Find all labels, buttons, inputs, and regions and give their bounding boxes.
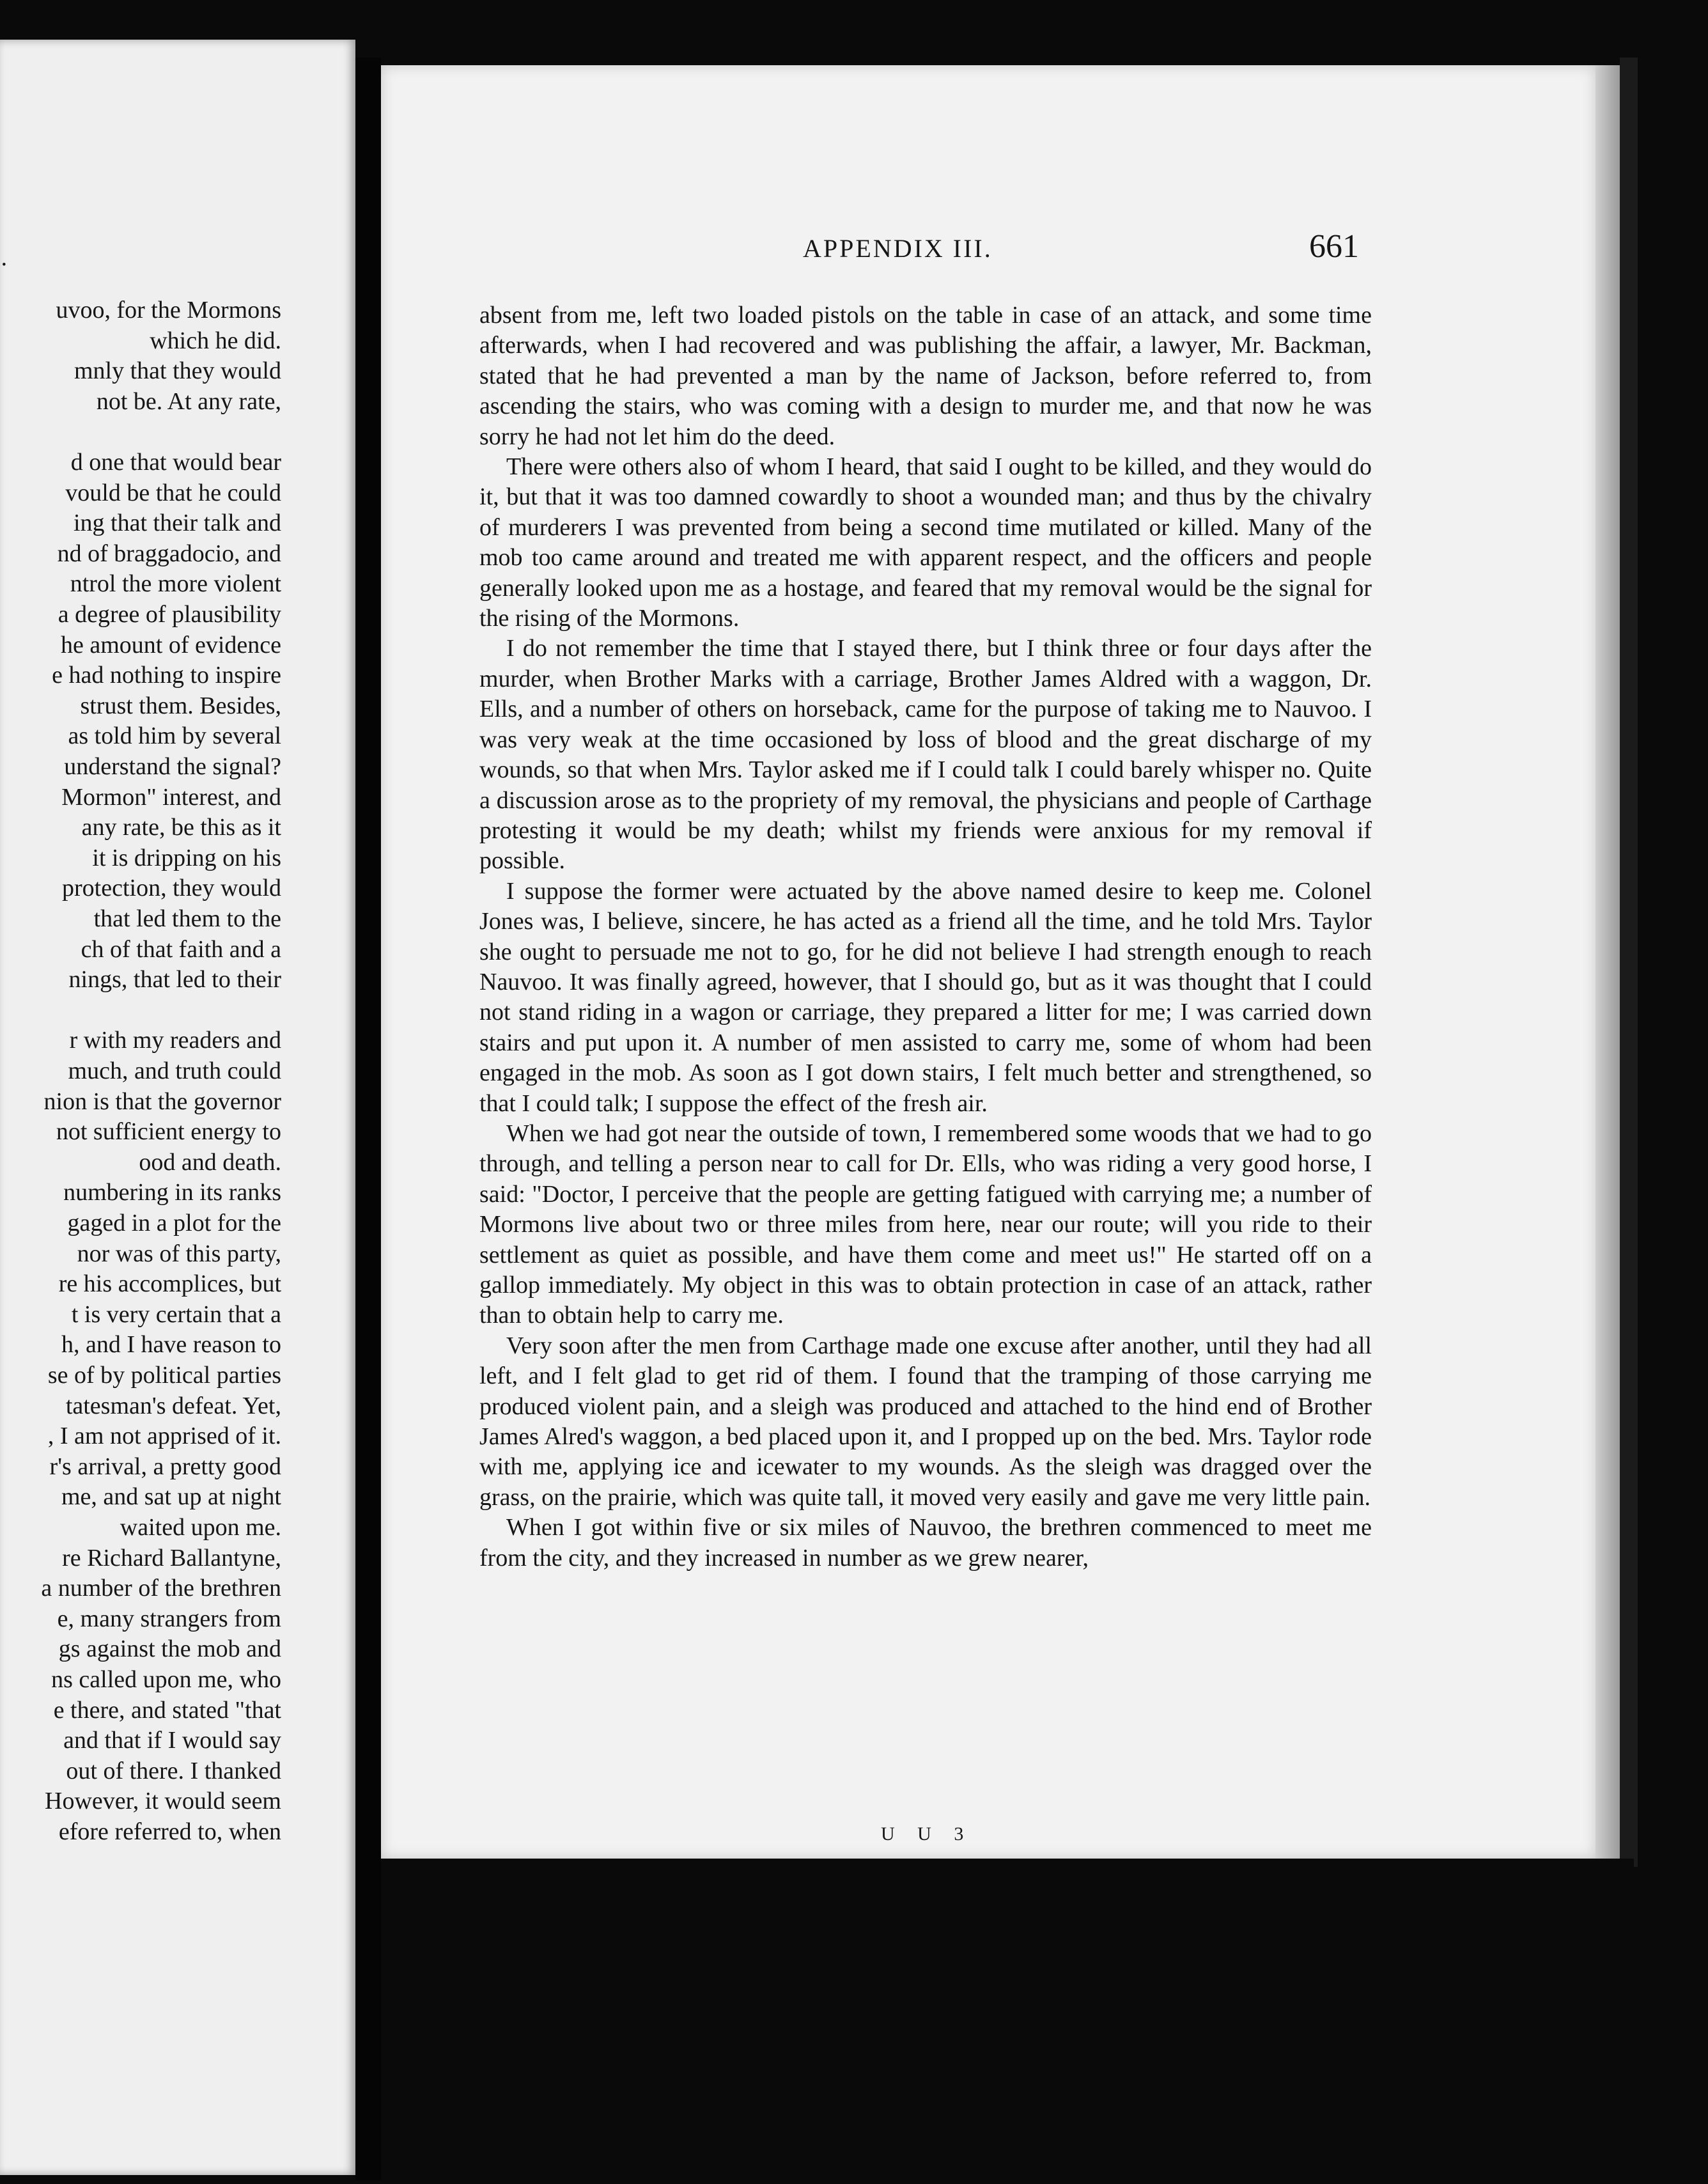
paragraph-4: I suppose the former were actuated by the above named desire to keep me. Colonel Jones was, I believe, sincere, he has acted as a friend all the time, and he told Mrs. Taylor she ought to persuade me not to go, for he did not believe I had strength enough to reach Nauvoo. It was finally agreed, however, that I should go, but as it was thought that I could not stand riding in a wagon or carriage, they prepared a litter for me; I was carried down stairs and put upon it. A number of men assisted to carry me, some of whom had been engaged in the mob. As soon as I got down stairs, I felt much better and strengthened, so that I could talk; I suppose the effect of the fresh air. [479,877,1372,1117]
left-page-line: e, many strangers from [57,1605,281,1632]
left-page-line: as told him by several [68,722,281,750]
left-page-line: out of there. I thanked [66,1757,281,1784]
page-number: 661 [1309,228,1359,265]
left-page-line: not sufficient energy to [56,1118,281,1146]
left-page-line: a degree of plausibility [58,601,281,628]
left-page-line: me, and sat up at night [61,1483,281,1511]
left-page-line: e there, and stated "that [53,1696,281,1724]
left-page-line: nion is that the governor [43,1088,281,1115]
left-page-line: ood and death. [139,1148,281,1176]
left-page-line: numbering in its ranks [63,1179,281,1206]
paragraph-5: When we had got near the outside of town, I remembered some woods that we had to go through, and telling a person near to call for Dr. Ells, who was riding a very good horse, I said: "Doctor, I perceive that the people are getting fatigued with carrying me; a number of Mormons live about two or three miles from here, near our route; will you ride to their settlement as quiet as possible, and have them come and meet us!" He started off on a gallop immediately. My object in this was to obtain protection in case of an attack, rather than to obtain help to carry me. [479,1119,1372,1329]
left-page-line: any rate, be this as it [81,814,281,841]
left-page-line: ing that their talk and [73,510,281,537]
signature-mark: U U 3 [881,1823,973,1845]
left-page-line: h, and I have reason to [61,1331,281,1359]
book-gutter [355,58,381,2180]
left-page-line: vould be that he could [65,479,281,506]
left-page-line: and that if I would say [63,1727,281,1754]
body-text [479,300,1372,1573]
left-page-line: However, it would seem [45,1788,281,1815]
left-page-line: understand the signal? [64,753,281,780]
left-page-line: a number of the brethren [41,1575,281,1602]
left-page-line: efore referred to, when [58,1818,281,1845]
left-page-line: mnly that they would [74,357,281,385]
left-page-line: d one that would bear [70,449,281,476]
left-page-line: e had nothing to inspire [52,662,281,689]
left-page-line: much, and truth could [68,1057,281,1084]
left-page-line: waited upon me. [120,1514,281,1541]
left-page-line: , I am not apprised of it. [47,1423,281,1450]
left-page-line: uvoo, for the Mormons [56,297,281,324]
left-page-marker: · [0,251,8,278]
left-page-line: not be. At any rate, [96,387,281,415]
paragraph-1: absent from me, left two loaded pistols on the table in case of an attack, and some time afterwards, when I had recovered and was publishing the affair, a lawyer, Mr. Backman, stated that he had prevented a man by the name of Jackson, before referred to, from ascending the stairs, who was coming with a design to murder me, and that now he was sorry he had not let him do the deed. [479,302,1372,450]
page-edge [1595,65,1620,1859]
left-page [0,40,355,2175]
left-page-line: it is dripping on his [92,844,281,871]
left-page-line: nd of braggadocio, and [57,540,281,567]
left-page-line: nings, that led to their [68,966,281,994]
running-header: APPENDIX III. [803,234,993,263]
left-page-line: nor was of this party, [77,1240,281,1267]
left-page-line: strust them. Besides, [80,692,281,719]
left-page-line: protection, they would [62,875,281,902]
left-page-line: re his accomplices, but [58,1270,281,1298]
book-cover-edge [1620,58,1638,1867]
left-page-line: that led them to the [93,905,281,932]
scan-background [381,1859,1634,2184]
paragraph-6: Very soon after the men from Carthage made one excuse after another, until they had all left, and I felt glad to get rid of them. I found that the tramping of those carrying me produced violent pain, and a sleigh was produced and attached to the hind end of Brother James Alred's waggon, a bed placed upon it, and I propped up on the bed. Mrs. Taylor rode with me, applying ice and icewater to my wounds. As the sleigh was dragged over the grass, on the prairie, which was quite tall, it moved very easily and gave me very little pain. [479,1332,1372,1511]
left-page-line: re Richard Ballantyne, [62,1544,281,1572]
paragraph-2: There were others also of whom I heard, that said I ought to be killed, and they would do it, but that it was too damned cowardly to shoot a wounded man; and thus by the chivalry of murderers I was prevented from being a second time mutilated or killed. Many of the mob too came around and treated me with apparent respect, and the officers and people generally looked upon me as a hostage, and feared that my removal would be the signal for the rising of the Mormons. [479,453,1372,632]
left-page-line: gaged in a plot for the [67,1210,281,1236]
left-page-line: ch of that faith and a [81,935,281,963]
left-page-line: se of by political parties [47,1362,281,1389]
left-page-line: he amount of evidence [60,631,281,659]
left-page-line: which he did. [150,327,281,354]
left-page-line: tatesman's defeat. Yet, [65,1392,281,1419]
left-page-line: r's arrival, a pretty good [49,1453,281,1480]
paragraph-3: I do not remember the time that I stayed there, but I think three or four days after the murder, when Brother Marks with a carriage, Brother James Aldred with a waggon, Dr. Ells, and a number of others on horseback, came for the purpose of taking me to Nauvoo. I was very weak at the time occasioned by loss of blood and the great discharge of my wounds, so that when Mrs. Taylor asked me if I could talk I could barely whisper no. Quite a discussion arose as to the propriety of my removal, the physicians and people of Carthage protesting it would be my death; whilst my friends were anxious for my removal if possible. [479,635,1372,875]
left-page-line: ntrol the more violent [70,570,281,598]
left-page-line: Mormon" interest, and [61,783,281,811]
paragraph-7: When I got within five or six miles of Nauvoo, the brethren commenced to meet me from the city, and they increased in number as we grew nearer, [479,1514,1372,1572]
left-page-line: r with my readers and [69,1027,281,1054]
left-page-line: ns called upon me, who [51,1666,281,1693]
left-page-line: t is very certain that a [71,1300,281,1328]
left-page-line: gs against the mob and [58,1635,281,1663]
